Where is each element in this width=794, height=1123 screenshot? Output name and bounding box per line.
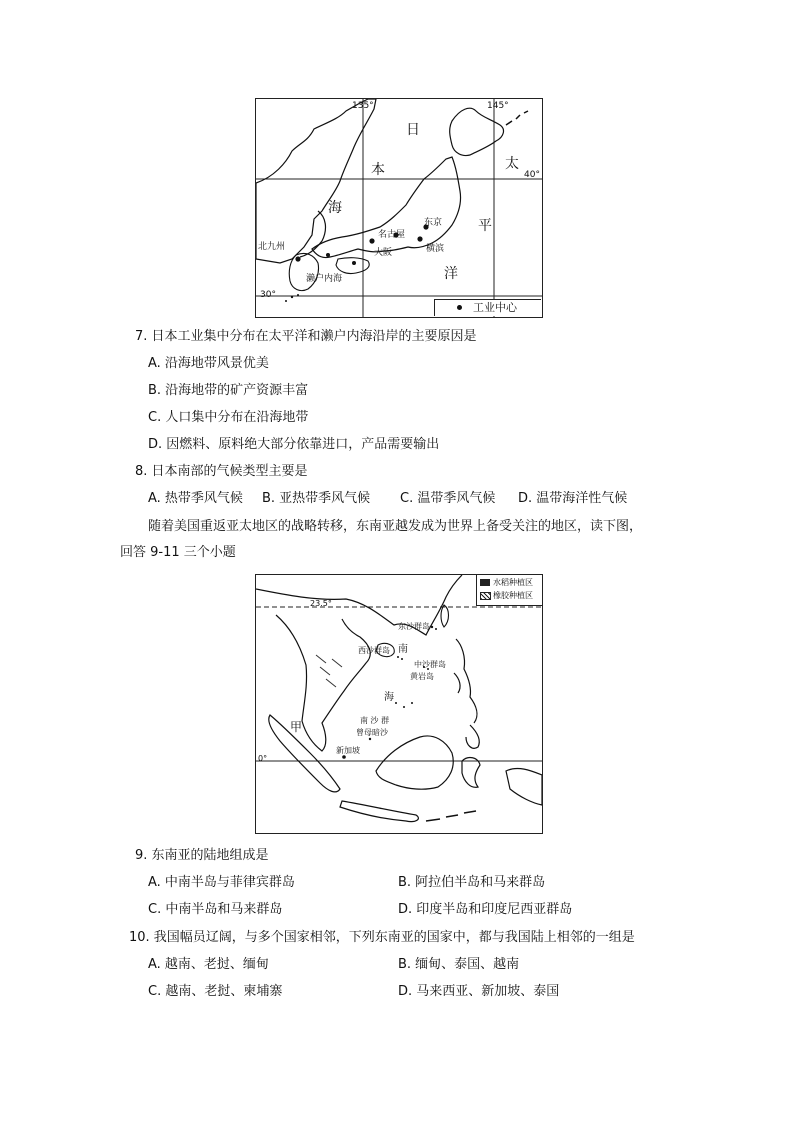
- pacific-char-3: 洋: [444, 266, 458, 282]
- philippines: [454, 639, 479, 748]
- jia-label: 甲: [290, 720, 303, 734]
- dongsha-label: 东沙群岛: [398, 622, 430, 631]
- rice-legend-swatch: [480, 579, 490, 586]
- kuril-islands: [506, 111, 528, 125]
- nansha-label: 南 沙 群: [360, 716, 390, 725]
- osaka-dot: [369, 238, 374, 243]
- q10-option-a: A. 越南、老挝、缅甸: [148, 957, 269, 972]
- equator-label: 0°: [258, 754, 268, 763]
- hokkaido: [450, 108, 504, 155]
- singapore-label: 新加坡: [336, 746, 360, 755]
- q7-option-c: C. 人口集中分布在沿海地带: [148, 410, 309, 425]
- huangyan-label: 黄岩岛: [410, 672, 434, 681]
- intro-line-1: 随着美国重返亚太地区的战略转移，东南亚越发成为世界上备受关注的地区，读下图，: [148, 519, 643, 534]
- q9-option-d: D. 印度半岛和印度尼西亚群岛: [398, 902, 573, 917]
- sea-map-drawing: [256, 575, 542, 833]
- q7-option-b: B. 沿海地带的矿产资源丰富: [148, 383, 309, 398]
- nagoya-label: 名古屋: [378, 230, 406, 240]
- tropic-label: 23.5°: [310, 599, 332, 608]
- lat-30-label: 30°: [260, 290, 276, 300]
- legend-rice: 水稻种植区: [493, 578, 533, 587]
- lesser-sunda: [426, 811, 476, 821]
- q10-option-d: D. 马来西亚、新加坡、泰国: [398, 984, 560, 999]
- seto-inland-sea-label: 濑户内海: [306, 274, 343, 284]
- japan-map: [255, 98, 543, 318]
- new-guinea: [506, 768, 542, 805]
- q8-option-d: D. 温带海洋性气候: [518, 491, 628, 506]
- osaka-label: 大阪: [374, 248, 393, 258]
- q10-option-c: C. 越南、老挝、柬埔寨: [148, 984, 283, 999]
- tokyo-label: 东京: [424, 218, 443, 228]
- kitakyushu-label: 北九州: [258, 242, 286, 252]
- q8-option-a: A. 热带季风气候: [148, 491, 243, 506]
- zengmu-dot: [369, 738, 371, 740]
- q8-option-b: B. 亚热带季风气候: [262, 491, 371, 506]
- japan-map-drawing: [256, 99, 542, 317]
- kyushu: [289, 253, 318, 290]
- sea-of-japan-char-1: 日: [406, 122, 420, 138]
- lat-40-label: 40°: [524, 170, 540, 180]
- legend-industrial-center: 工业中心: [473, 301, 517, 314]
- q9-option-c: C. 中南半岛和马来群岛: [148, 902, 283, 917]
- yokohama-dot: [417, 236, 422, 241]
- singapore-dot: [342, 755, 346, 759]
- map1-legend: [434, 299, 541, 316]
- mainland-coast: [256, 99, 376, 263]
- taiwan: [441, 605, 449, 627]
- zhongsha-label: 中沙群岛: [414, 660, 446, 669]
- lon-145-label: 145°: [487, 101, 509, 111]
- rubber-legend-swatch: [480, 592, 491, 600]
- kitakyushu-dot: [295, 256, 300, 261]
- nan-char: 南: [398, 644, 408, 655]
- borneo: [376, 736, 453, 789]
- lon-135-label: 135°: [352, 101, 374, 111]
- legend-rubber: 橡胶种植区: [493, 591, 533, 600]
- yokohama-label: 横滨: [426, 244, 445, 254]
- xisha-label: 西沙群岛: [358, 646, 390, 655]
- hai-char: 海: [384, 692, 394, 703]
- legend-dot-icon: [457, 305, 462, 310]
- southeast-asia-map: [255, 574, 543, 834]
- intro-line-2: 回答 9-11 三个小题: [120, 545, 236, 560]
- map2-legend: [476, 575, 543, 606]
- sea-of-japan-char-3: 海: [328, 200, 342, 216]
- q7-option-a: A. 沿海地带风景优美: [148, 356, 269, 371]
- pacific-char-1: 太: [505, 156, 519, 172]
- q7-option-d: D. 因燃料、原料绝大部分依靠进口，产品需要输出: [148, 437, 440, 452]
- sulawesi: [462, 758, 480, 788]
- q7-stem: 7. 日本工业集中分布在太平洋和濑户内海沿岸的主要原因是: [135, 329, 477, 344]
- sea-of-japan-char-2: 本: [371, 162, 385, 178]
- q10-stem: 10. 我国幅员辽阔，与多个国家相邻，下列东南亚的国家中，都与我国陆上相邻的一组是: [129, 930, 635, 945]
- q10-option-b: B. 缅甸、泰国、越南: [398, 957, 520, 972]
- zengmu-label: 曾母暗沙: [356, 728, 388, 737]
- q9-option-a: A. 中南半岛与菲律宾群岛: [148, 875, 295, 890]
- shikoku: [336, 258, 369, 274]
- java: [340, 801, 418, 822]
- rice-area-hatch: [316, 655, 342, 687]
- q9-stem: 9. 东南亚的陆地组成是: [135, 848, 269, 863]
- pacific-char-2: 平: [478, 218, 492, 234]
- q8-stem: 8. 日本南部的气候类型主要是: [135, 464, 308, 479]
- q9-option-b: B. 阿拉伯半岛和马来群岛: [398, 875, 546, 890]
- q8-option-c: C. 温带季风气候: [400, 491, 496, 506]
